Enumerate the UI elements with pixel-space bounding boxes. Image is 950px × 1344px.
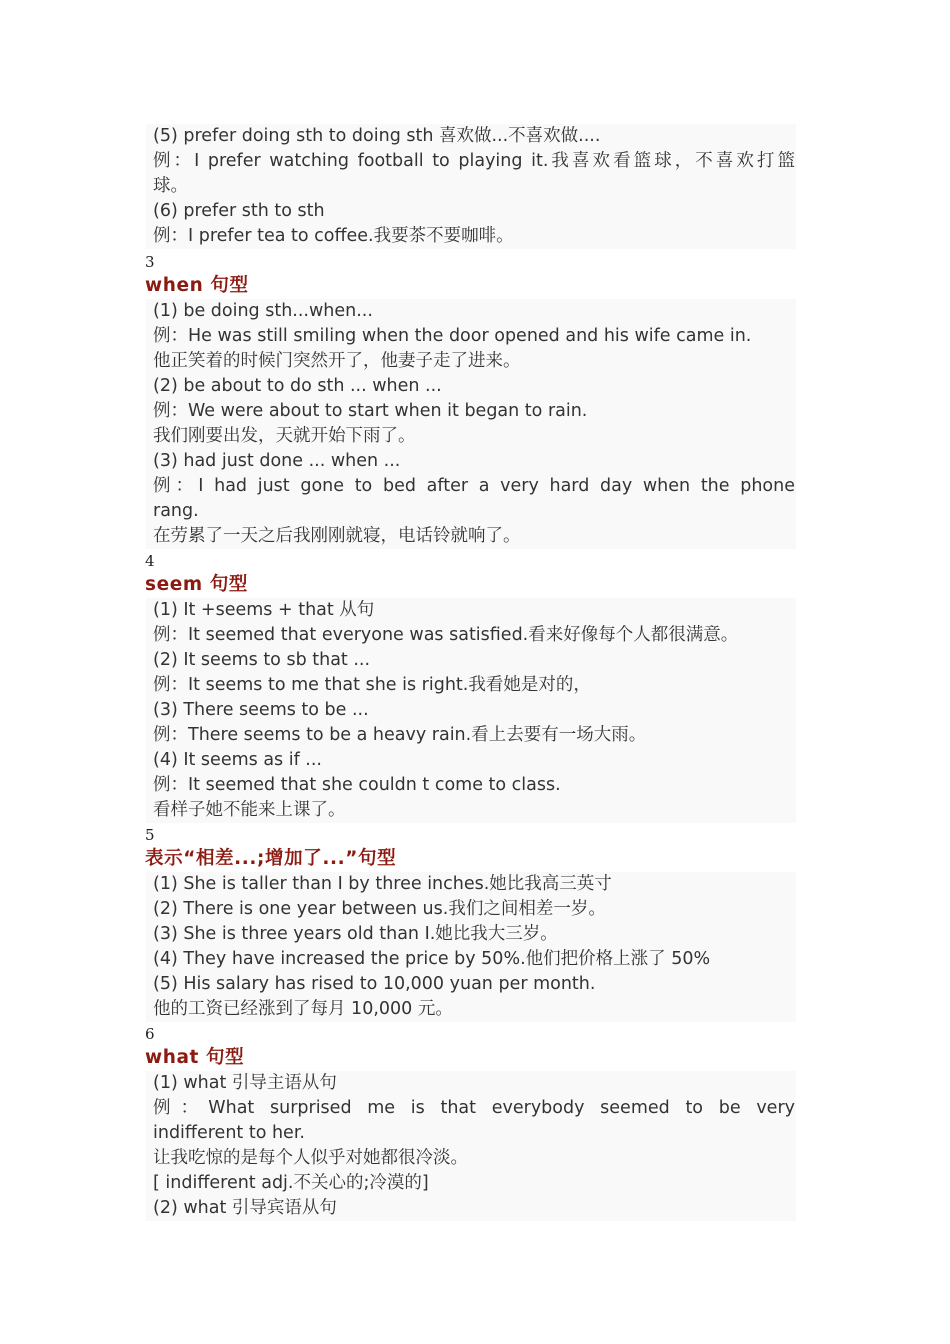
example-line: 例：What surprised me is that everybody seemed to be very [153,1098,795,1118]
section-heading: what 句型 [145,1047,245,1068]
example-line: 例：I prefer watching football to playing it.我喜欢看篮球，不喜欢打篮 [153,151,795,171]
example-line: 例：It seems to me that she is right.我看她是对的， [153,675,591,695]
example-line: (5) His salary has rised to 10,000 yuan per month. [153,974,596,994]
translation-line: 他正笑着的时候门突然开了，他妻子走了进来。 [153,351,521,371]
section-number: 6 [145,1025,155,1043]
vocab-note: [ indifferent adj.不关心的;冷漠的] [153,1173,429,1193]
pattern-line: (3) had just done ... when ... [153,451,401,471]
section-heading: 表示“相差...;增加了...”句型 [145,848,397,869]
example-line: (2) There is one year between us.我们之间相差一岁。 [153,899,606,919]
example-line: 例：It seemed that she couldn t come to class. [153,775,561,795]
section-number: 4 [145,552,155,570]
example-line: (4) They have increased the price by 50%.他们把价格上涨了 50% [153,949,711,969]
example-line: (3) She is three years old than I.她比我大三岁。 [153,924,558,944]
pattern-line: (2) what 引导宾语从句 [153,1198,337,1218]
section-heading: when 句型 [145,275,249,296]
example-line: 例：There seems to be a heavy rain.看上去要有一场大雨。 [153,725,647,745]
example-line: 例：I had just gone to bed after a very hard day when the phone [153,476,795,496]
section-heading: seem 句型 [145,574,249,595]
translation-line: 他的工资已经涨到了每月 10,000 元。 [153,999,453,1019]
example-line: 例：It seemed that everyone was satisfied.看来好像每个人都很满意。 [153,625,739,645]
example-line: 例：He was still smiling when the door opened and his wife came in. [153,326,752,346]
example-line: 球。 [153,176,188,196]
example-line: 例：We were about to start when it began to rain. [153,401,588,421]
translation-line: 我们刚要出发，天就开始下雨了。 [153,426,416,446]
translation-line: 让我吃惊的是每个人似乎对她都很冷淡。 [153,1148,468,1168]
pattern-line: (2) It seems to sb that ... [153,650,371,670]
pattern-line: (1) be doing sth...when... [153,301,373,321]
example-line: rang. [153,501,199,521]
section-number: 5 [145,826,155,844]
pattern-line: (3) There seems to be ... [153,700,369,720]
pattern-line: (1) It +seems + that 从句 [153,600,375,620]
pattern-line: (4) It seems as if ... [153,750,322,770]
pattern-line: (1) what 引导主语从句 [153,1073,337,1093]
pattern-line: (5) prefer doing sth to doing sth 喜欢做...不喜欢做.... [153,126,601,146]
example-line: 例：I prefer tea to coffee.我要茶不要咖啡。 [153,226,514,246]
pattern-line: (2) be about to do sth ... when ... [153,376,442,396]
section-number: 3 [145,253,155,271]
pattern-line: (6) prefer sth to sth [153,201,325,221]
example-line: (1) She is taller than I by three inches.她比我高三英寸 [153,874,612,894]
example-line: indifferent to her. [153,1123,305,1143]
translation-line: 在劳累了一天之后我刚刚就寝，电话铃就响了。 [153,526,521,546]
translation-line: 看样子她不能来上课了。 [153,800,346,820]
